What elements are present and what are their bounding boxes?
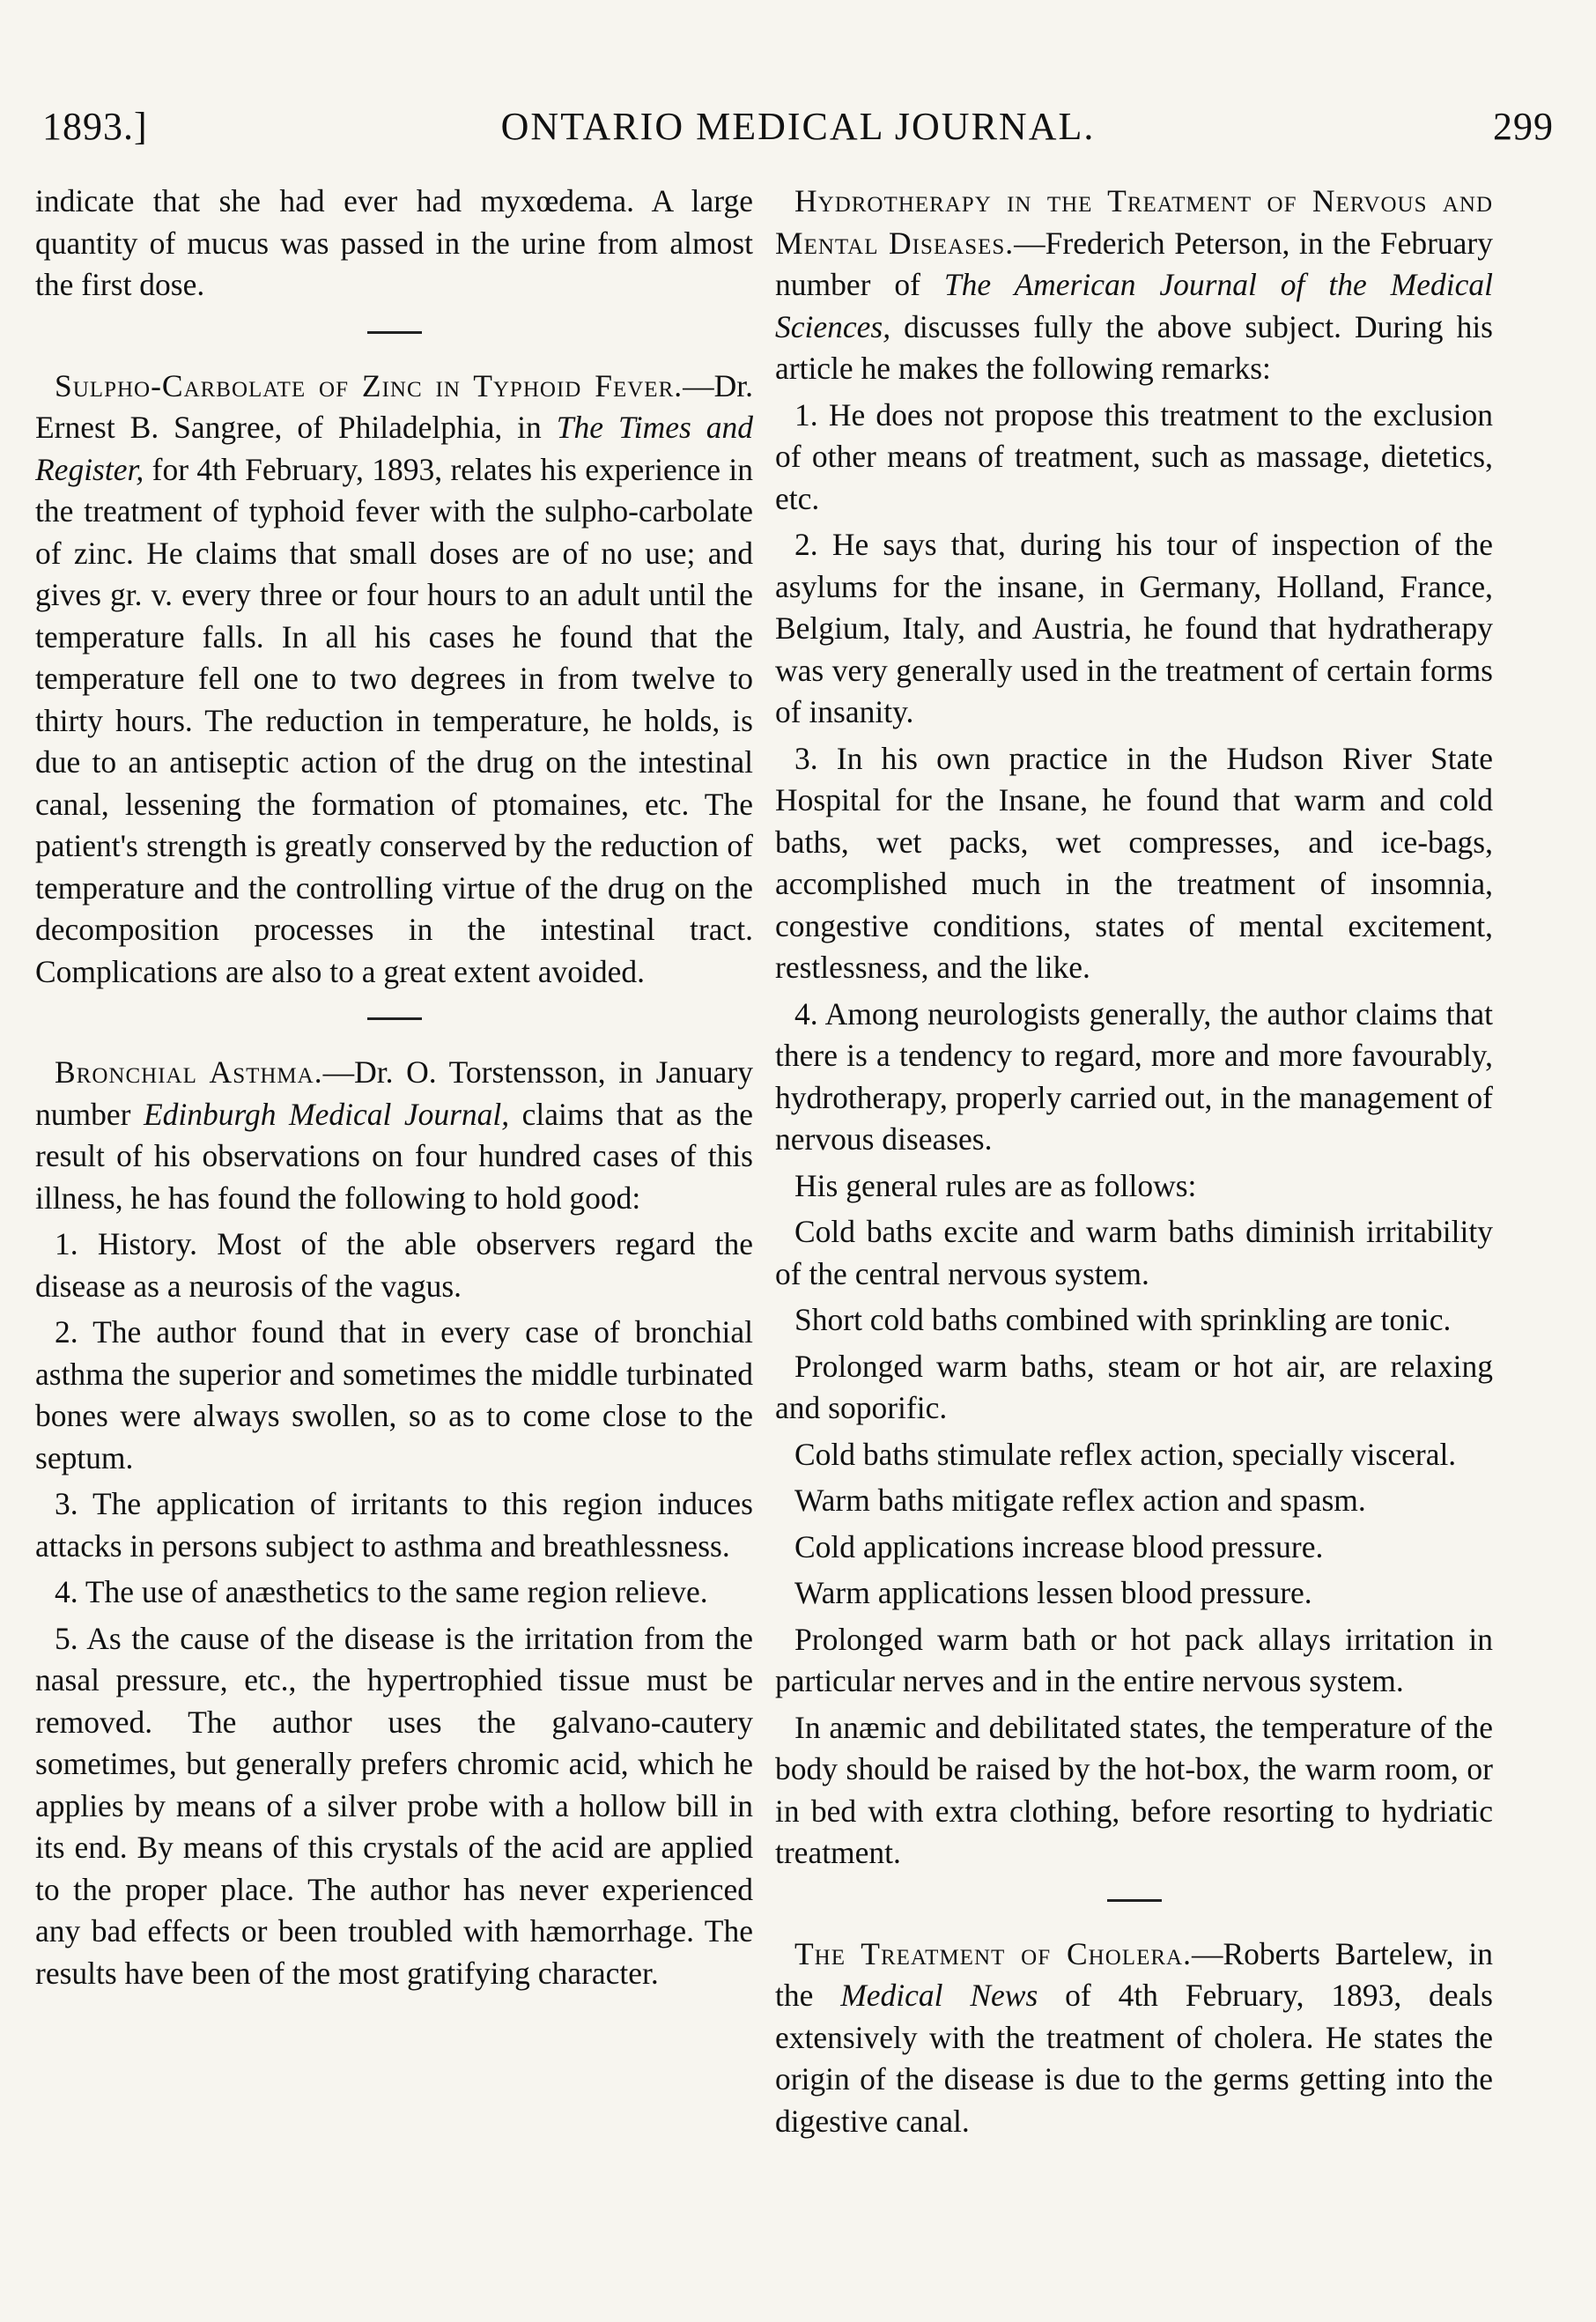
- page-number: 299: [1493, 105, 1554, 148]
- rule-line: Cold baths excite and warm baths diminish irritability of the central nervous system.: [775, 1214, 1493, 1291]
- list-item: 5. As the cause of the disease is the irritation from the nasal pressure, etc., the hypertrophied tissue must be removed. The author uses the galvano-cautery sometimes, but generally prefers chromic acid, which he applies by means of a silver probe with a hollow bill in its end. By means of this crystals of the acid are applied to the proper place. The author has never experienced any bad effects or been troubled with hæmorrhage. The results have been of the most gratifying character.: [35, 1620, 753, 1991]
- list-item: 4. The use of anæsthetics to the same region relieve.: [55, 1574, 708, 1609]
- rule-line: Prolonged warm bath or hot pack allays irritation in particular nerves and in the entire nervous system.: [775, 1621, 1493, 1698]
- article-heading: Hydrotherapy in the Treatment of Nervous and Mental Diseases.: [775, 183, 1493, 261]
- rule-line: Cold baths stimulate reflex action, specially visceral.: [794, 1436, 1457, 1472]
- list-item: 2. The author found that in every case of bronchial asthma the superior and sometimes the middle turbinated bones were always swollen, so as to come close to the septum.: [35, 1314, 753, 1475]
- article-heading: The Treatment of Cholera.: [794, 1935, 1192, 1971]
- list-item: 3. In his own practice in the Hudson River State Hospital for the Insane, he found that warm and cold baths, wet packs, wet compresses, and ice-bags, accomplished much in the treatment of insomnia, congestive conditions, states of mental excitement, restlessness, and the like.: [775, 740, 1493, 985]
- running-header: [42, 104, 1554, 157]
- rule-line: Warm baths mitigate reflex action and spasm.: [794, 1483, 1366, 1518]
- source-title: Medical News: [840, 1978, 1038, 2013]
- rule-line: Cold applications increase blood pressure.: [794, 1528, 1324, 1564]
- list-item: 4. Among neurologists generally, the author claims that there is a tendency to regard, more and more favourably, hydrotherapy, properly carried out, in the management of nervous diseases.: [775, 995, 1493, 1157]
- list-item: 1. History. Most of the able observers regard the disease as a neurosis of the vagus.: [35, 1226, 753, 1304]
- left-column: [35, 181, 753, 1994]
- right-column: [775, 181, 1493, 2142]
- article-heading: Sulpho-Carbolate of Zinc in Typhoid Fever.: [55, 367, 683, 403]
- section-divider: [367, 1017, 422, 1020]
- source-title: The American Journal of the Medical Sciences,: [775, 267, 1493, 344]
- rule-line: Prolonged warm baths, steam or hot air, are relaxing and soporific.: [775, 1348, 1493, 1425]
- section-divider: [367, 331, 422, 334]
- list-item: 3. The application of irritants to this region induces attacks in persons subject to asthma and breathlessness.: [35, 1486, 753, 1564]
- section-divider: [1107, 1899, 1162, 1902]
- list-item: 2. He says that, during his tour of inspection of the asylums for the insane, in Germany, Holland, France, Belgium, Italy, and Austria, he found that hydratherapy was very generally used in the treatment of certain forms of insanity.: [775, 527, 1493, 729]
- rule-line: Short cold baths combined with sprinkling are tonic.: [794, 1302, 1452, 1337]
- continued-paragraph: indicate that she had ever had myxœdema. A large quantity of mucus was passed in the urine from almost the first dose.: [35, 183, 753, 302]
- article-heading: Bronchial Asthma.: [55, 1054, 323, 1090]
- rule-line: His general rules are as follows:: [794, 1167, 1197, 1203]
- source-title: The Times and Register,: [35, 410, 754, 487]
- source-title: Edinburgh Medical Journal,: [143, 1096, 510, 1132]
- article-hydrotherapy: Hydrotherapy in the Treatment of Nervous and Mental Diseases.—Frederich Peterson, in the February number of The American Journal of the Medical Sciences, discusses fully the above subject. During his article he makes the following remarks:: [775, 183, 1493, 386]
- article-zinc: Sulpho-Carbolate of Zinc in Typhoid Fever.—Dr. Ernest B. Sangree, of Philadelphia, in The Times and Register, for 4th February, 1893, relates his experience in the treatment of typhoid fever with the sulpho-carbolate of zinc. He claims that small doses are of no use; and gives gr. v. every three or four hours to an adult until the temperature falls. In all his cases he found that the temperature fell one to two degrees in from twelve to thirty hours. The reduction in temperature, he holds, is due to an antiseptic action of the drug on the intestinal canal, lessening the formation of ptomaines, etc. The patient's strength is greatly conserved by the reduction of temperature and the controlling virtue of the drug on the decomposition processes in the intestinal tract. Complications are also to a great extent avoided.: [35, 367, 754, 989]
- rule-line: In anæmic and debilitated states, the temperature of the body should be raised by the hot-box, the warm room, or in bed with extra clothing, before resorting to hydriatic treatment.: [775, 1709, 1493, 1870]
- header-year: 1893.]: [42, 105, 148, 148]
- list-item: 1. He does not propose this treatment to the exclusion of other means of treatment, such as massage, dietetics, etc.: [775, 396, 1493, 516]
- rule-line: Warm applications lessen blood pressure.: [794, 1575, 1312, 1610]
- article-asthma: Bronchial Asthma.—Dr. O. Torstensson, in January number Edinburgh Medical Journal, claims that as the result of his observations on four hundred cases of this illness, he has found the following to hold good:: [35, 1054, 754, 1216]
- journal-title: ONTARIO MEDICAL JOURNAL.: [500, 105, 1096, 148]
- article-cholera: The Treatment of Cholera.—Roberts Bartelew, in the Medical News of 4th February, 1893, deals extensively with the treatment of cholera. He states the origin of the disease is due to the germs getting into the digestive canal.: [775, 1935, 1493, 2139]
